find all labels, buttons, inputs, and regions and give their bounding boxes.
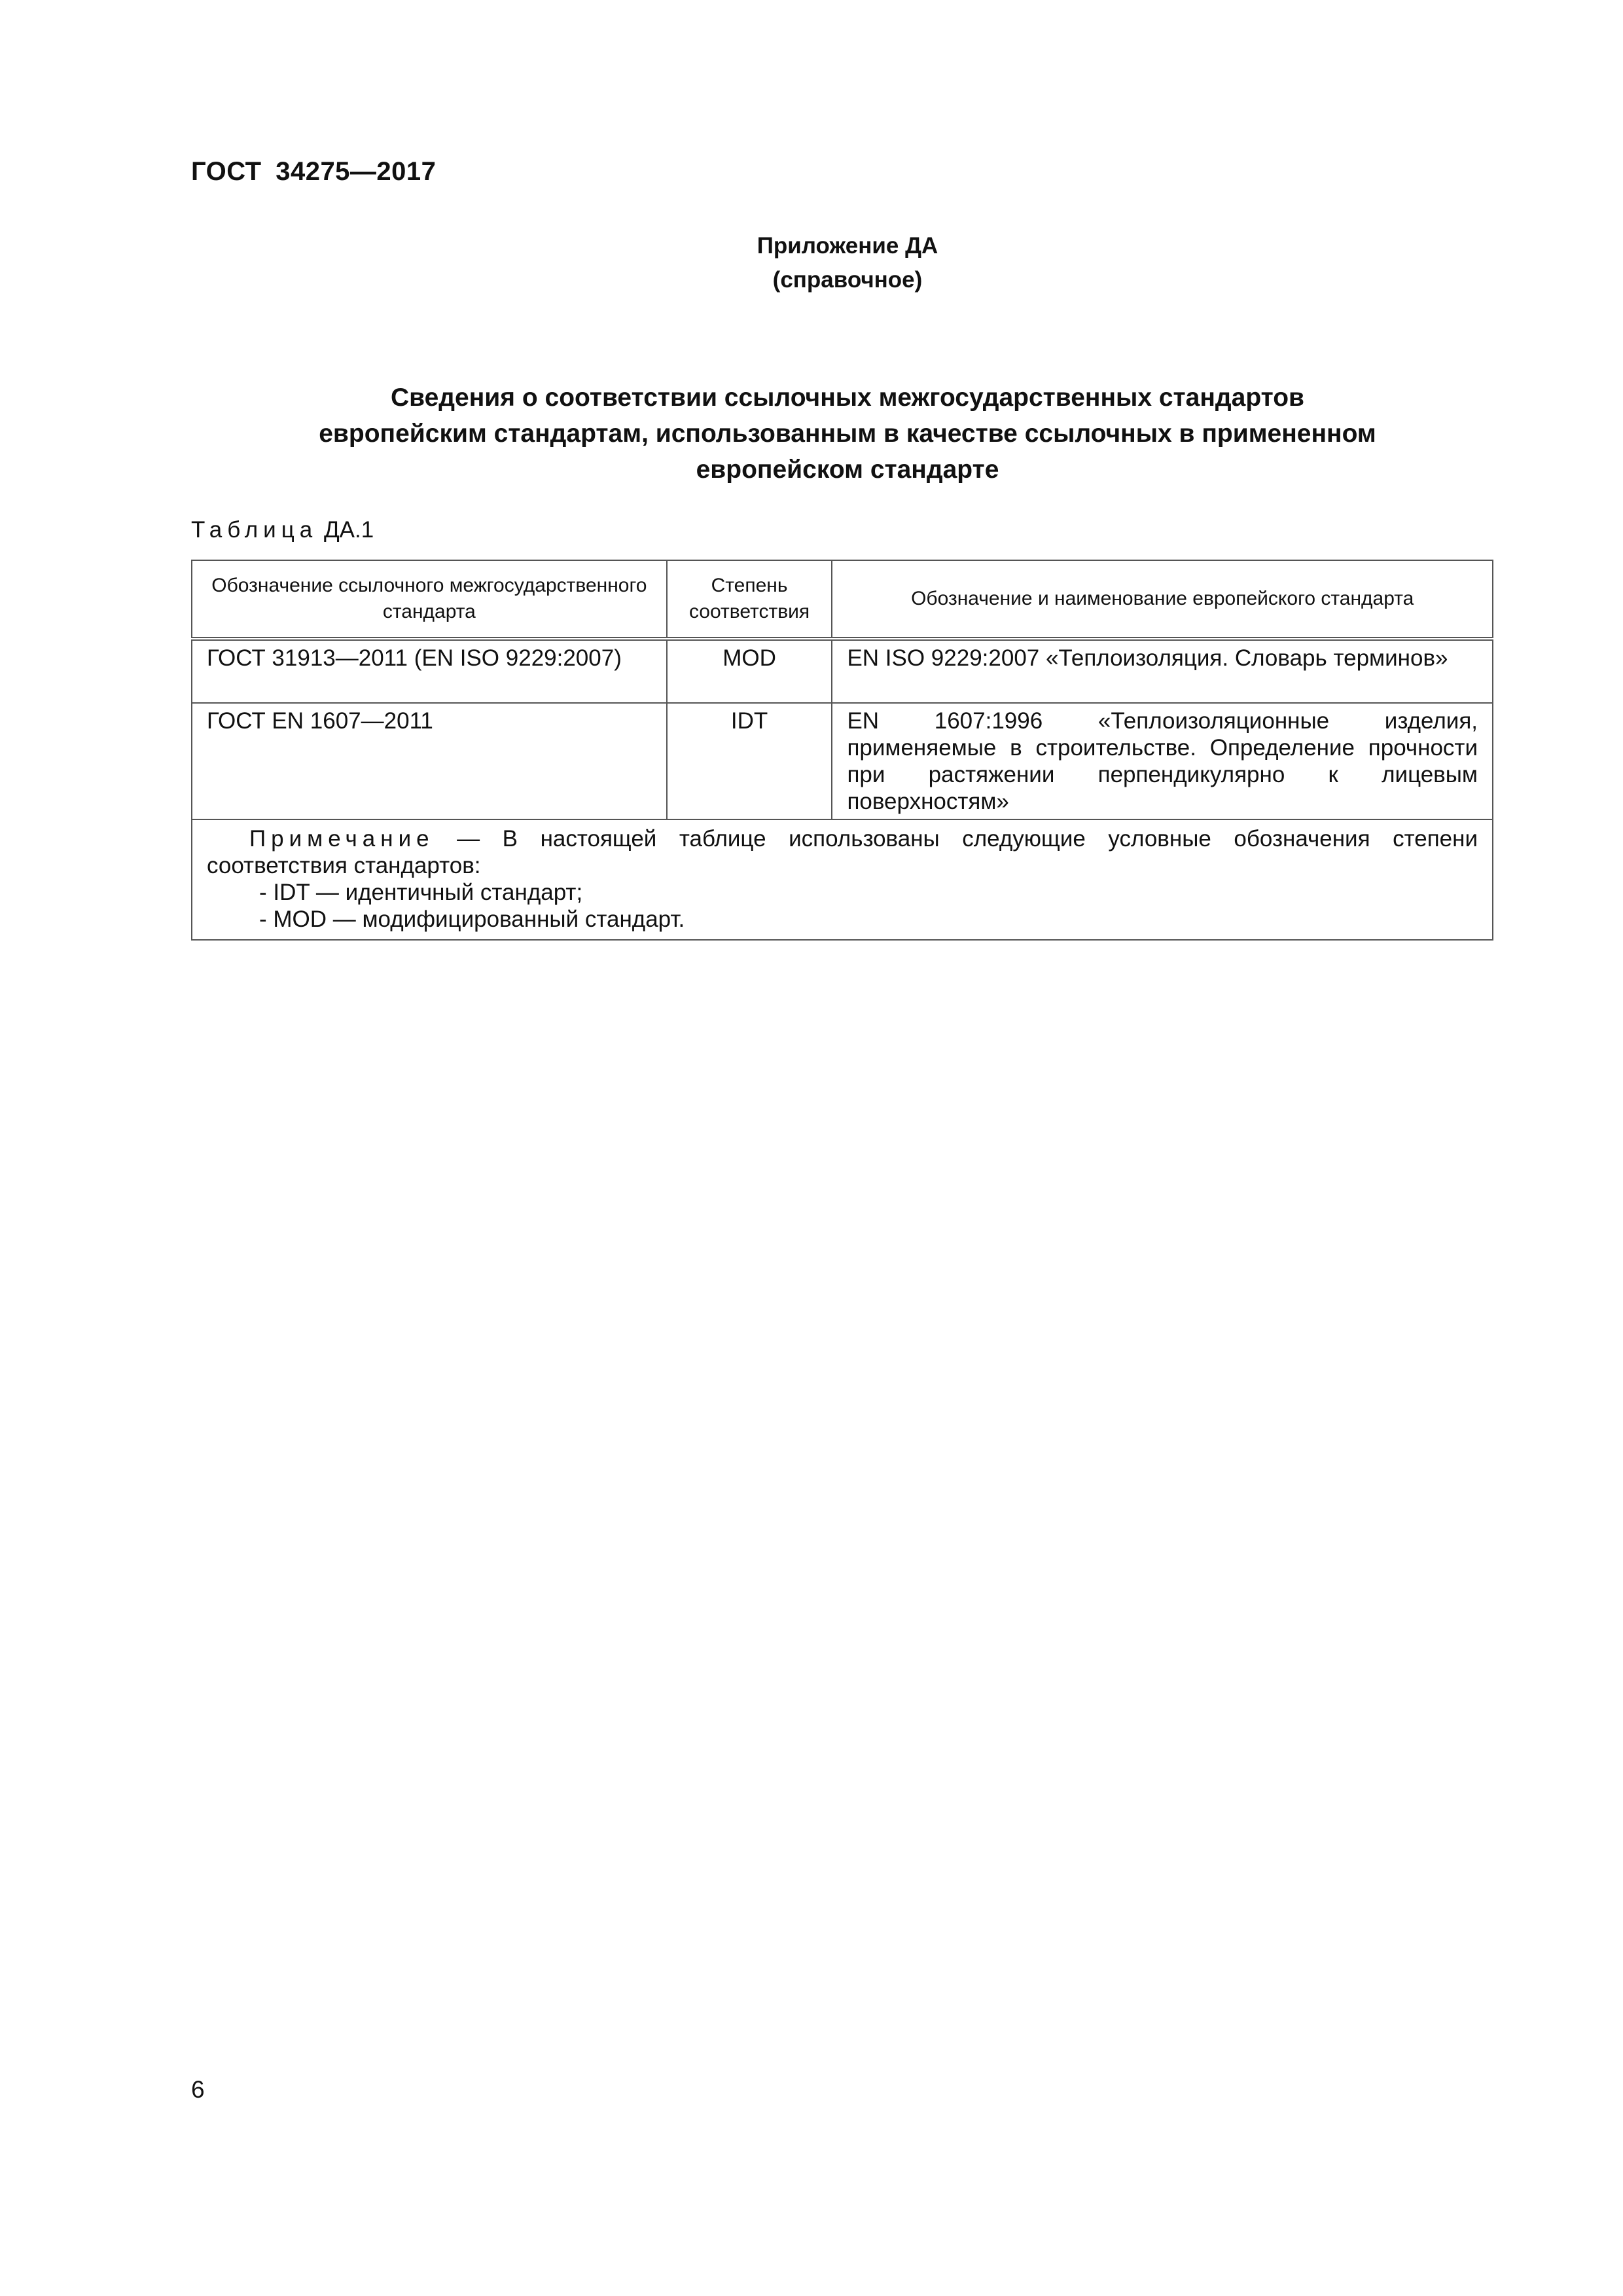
cell-interstate-standard: ГОСТ EN 1607—2011 xyxy=(192,703,667,819)
standards-table xyxy=(191,560,1493,941)
appendix-heading xyxy=(0,229,1623,297)
table-caption-prefix: Таблица xyxy=(191,517,318,543)
section-title-line-3: европейском стандарте xyxy=(696,456,999,484)
table-header-row xyxy=(192,560,1493,639)
table-row xyxy=(192,703,1493,819)
table-row xyxy=(192,639,1493,703)
page-number: 6 xyxy=(191,2076,205,2103)
note-lead xyxy=(207,825,1478,879)
cell-interstate-standard: ГОСТ 31913—2011 (EN ISO 9229:2007) xyxy=(192,639,667,703)
section-title-line-2: европейским стандартам, использованным в качестве ссылочных в примененном xyxy=(319,420,1376,448)
cell-european-standard: EN ISO 9229:2007 «Теплоизоляция. Словарь терминов» xyxy=(832,639,1493,703)
header-european-standard: Обозначение и наименование европейского стандарта xyxy=(832,560,1493,639)
note-item-mod: - MOD — модифицированный стандарт. xyxy=(259,906,685,932)
note-label: Примечание xyxy=(249,826,435,852)
header-degree: Степень соответствия xyxy=(667,560,832,639)
header-interstate-standard: Обозначение ссылочного межгосударственного стандарта xyxy=(192,560,667,639)
table-note xyxy=(192,819,1493,940)
cell-degree: MOD xyxy=(667,639,832,703)
document-code: ГОСТ 34275—2017 xyxy=(191,157,437,186)
cell-european-standard: EN 1607:1996 «Теплоизоляционные изделия, применяемые в строительстве. Определение прочности при растяжении перпендикулярно к лицевым поверхностям» xyxy=(832,703,1493,819)
appendix-title: Приложение ДА xyxy=(757,233,938,259)
note-text: — В настоящей таблице использованы следующие условные обозначения степени соответствия стандартов: xyxy=(207,826,1478,878)
cell-degree: IDT xyxy=(667,703,832,819)
table-caption-number: ДА.1 xyxy=(323,517,374,543)
table-caption xyxy=(191,517,374,543)
note-item-idt: - IDT — идентичный стандарт; xyxy=(259,880,583,905)
section-title-line-1: Сведения о соответствии ссылочных межгосударственных стандартов xyxy=(390,384,1305,412)
appendix-subtitle: (справочное) xyxy=(772,267,923,293)
table-note-row xyxy=(192,819,1493,940)
section-title xyxy=(0,380,1623,488)
